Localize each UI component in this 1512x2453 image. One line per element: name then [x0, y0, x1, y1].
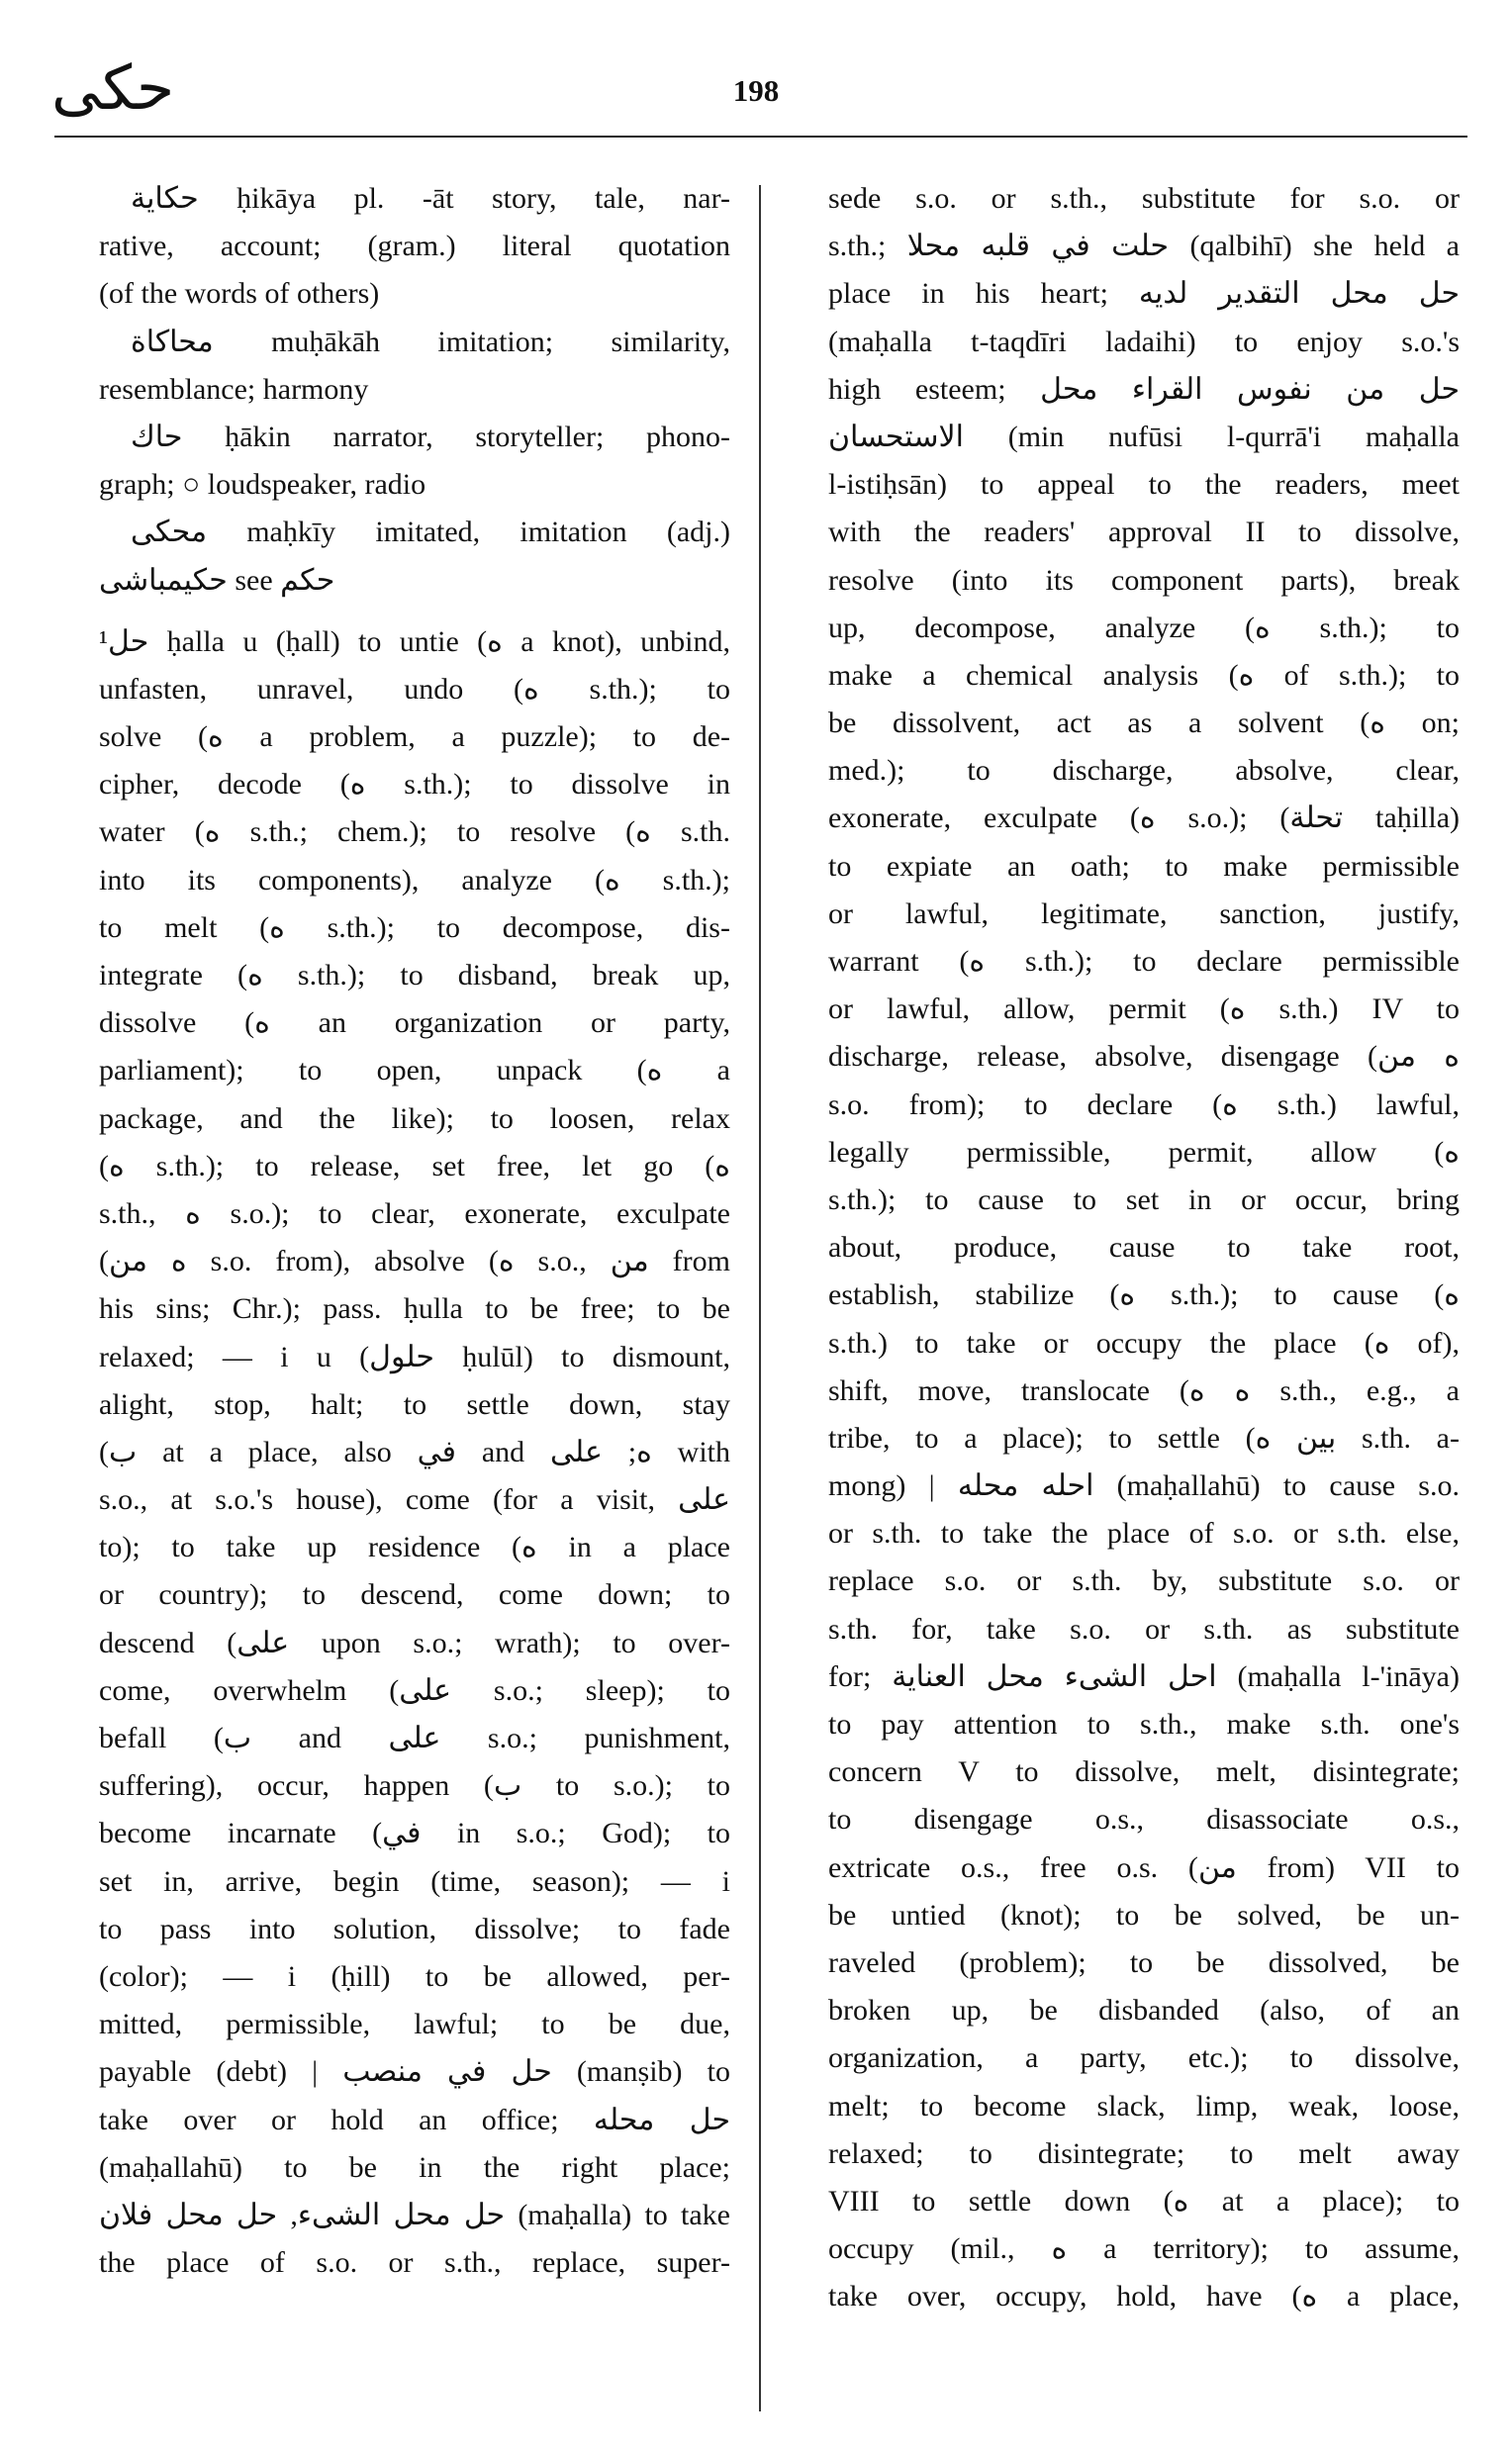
- dictionary-line: up, decompose, analyze (ه s.th.); to: [828, 611, 1460, 644]
- left-column: [99, 175, 730, 2287]
- dictionary-line: resemblance; harmony: [99, 372, 369, 406]
- dictionary-line: come, overwhelm (على s.o.; sleep); to: [99, 1673, 730, 1707]
- dictionary-line: shift, move, translocate (ه ه s.th., e.g., a: [828, 1373, 1460, 1407]
- dictionary-line: med.); to discharge, absolve, clear,: [828, 754, 1460, 788]
- dictionary-line: set in, arrive, begin (time, season); — i: [99, 1864, 730, 1898]
- header-rule: [54, 136, 1467, 138]
- dictionary-line: raveled (problem); to be dissolved, be: [828, 1945, 1460, 1979]
- dictionary-line: relaxed; — i u (حلول ḥulūl) to dismount,: [99, 1340, 730, 1373]
- dictionary-line: VIII to settle down (ه at a place); to: [828, 2184, 1460, 2217]
- dictionary-line: about, produce, cause to take root,: [828, 1231, 1460, 1265]
- dictionary-line: into its components), analyze (ه s.th.);: [99, 863, 730, 896]
- dictionary-line: (ه s.th.); to release, set free, let go (ه: [99, 1149, 730, 1182]
- dictionary-line: establish, stabilize (ه s.th.); to cause (ه: [828, 1278, 1461, 1312]
- guide-word: حكى: [51, 51, 175, 124]
- dictionary-line: s.th., ه s.o.); to clear, exonerate, exculpate: [99, 1196, 730, 1230]
- dictionary-line: mong) | احله محله (maḥallahū) to cause s.o.: [828, 1469, 1460, 1503]
- dictionary-line: place in his heart; حل محل التقدير لديه: [828, 277, 1461, 311]
- dictionary-line: unfasten, unravel, undo (ه s.th.); to: [99, 672, 731, 706]
- dictionary-line: (of the words of others): [99, 277, 380, 311]
- dictionary-line: suffering), occur, happen (ب to s.o.); to: [99, 1769, 730, 1803]
- dictionary-line: legally permissible, permit, allow (ه: [828, 1135, 1460, 1169]
- dictionary-line: to melt (ه s.th.); to decompose, dis-: [99, 910, 730, 944]
- dictionary-line: to expiate an oath; to make permissible: [828, 849, 1460, 883]
- dictionary-line: graph; ○ loudspeaker, radio: [99, 468, 426, 502]
- dictionary-line: الاستحسان (min nufūsi l-qurrā'i maḥalla: [828, 420, 1460, 453]
- dictionary-line: for; احل الشىء محل العناية (maḥalla l-'ināya): [828, 1659, 1460, 1693]
- dictionary-line: make a chemical analysis (ه of s.th.); to: [828, 658, 1460, 692]
- dictionary-line: dissolve (ه an organization or party,: [99, 1006, 730, 1040]
- dictionary-line: l-istiḥsān) to appeal to the readers, meet: [828, 468, 1460, 502]
- dictionary-line: to pay attention to s.th., make s.th. one's: [828, 1708, 1460, 1741]
- dictionary-line: محاكاة muḥākāh imitation; similarity,: [131, 325, 730, 358]
- dictionary-line: حكيمباشى see حكم: [99, 563, 335, 597]
- dictionary-line: parliament); to open, unpack (ه a: [99, 1054, 730, 1087]
- dictionary-line: tribe, to a place); to settle (بين ه s.th. a-: [828, 1421, 1460, 1455]
- dictionary-line: s.th. for, take s.o. or s.th. as substitute: [828, 1612, 1460, 1646]
- dictionary-line: (color); — i (ḥill) to be allowed, per-: [99, 1959, 730, 1993]
- dictionary-line: discharge, release, absolve, disengage (ه من: [828, 1040, 1460, 1074]
- dictionary-line: melt; to become slack, limp, weak, loose,: [828, 2089, 1460, 2123]
- dictionary-line: be dissolvent, act as a solvent (ه on;: [828, 707, 1460, 740]
- dictionary-line: s.th.; حلت في قلبه محلا (qalbihī) she held a: [828, 230, 1460, 263]
- dictionary-line: relaxed; to disintegrate; to melt away: [828, 2136, 1460, 2170]
- dictionary-line: (ه من s.o. from), absolve (ه s.o., من from: [99, 1245, 730, 1278]
- page-number: 198: [732, 73, 780, 108]
- dictionary-line: concern V to dissolve, melt, disintegrate;: [828, 1755, 1460, 1789]
- dictionary-line: befall (ب and على s.o.; punishment,: [99, 1722, 730, 1754]
- dictionary-line: محكى maḥkīy imitated, imitation (adj.): [131, 516, 730, 549]
- dictionary-line: become incarnate (في in s.o.; God); to: [99, 1817, 730, 1850]
- dictionary-line: broken up, be disbanded (also, of an: [828, 1994, 1460, 2028]
- dictionary-line: extricate o.s., free o.s. (من from) VII to: [828, 1850, 1460, 1884]
- column-divider: [759, 185, 761, 2411]
- dictionary-line: water (ه s.th.; chem.); to resolve (ه s.th.: [99, 815, 730, 849]
- dictionary-line: payable (debt) | حل في منصب (manṣib) to: [99, 2055, 730, 2089]
- dictionary-line: to); to take up residence (ه in a place: [99, 1531, 730, 1564]
- dictionary-line: with the readers' approval II to dissolve,: [828, 516, 1460, 549]
- dictionary-line: sede s.o. or s.th., substitute for s.o. or: [828, 182, 1460, 215]
- dictionary-line: rative, account; (gram.) literal quotation: [99, 230, 730, 263]
- dictionary-line: حكاية ḥikāya pl. -āt story, tale, nar-: [131, 182, 730, 215]
- dictionary-line: solve (ه a problem, a puzzle); to de-: [99, 720, 730, 754]
- dictionary-line: (ب at a place, also في and ه; على with: [99, 1435, 731, 1468]
- dictionary-line: organization, a party, etc.); to dissolve,: [828, 2041, 1460, 2075]
- dictionary-line: take over, occupy, hold, have (ه a place,: [828, 2280, 1460, 2313]
- dictionary-line: resolve (into its component parts), break: [828, 563, 1460, 597]
- dictionary-line: or lawful, allow, permit (ه s.th.) IV to: [828, 992, 1460, 1026]
- dictionary-line: (maḥallahū) to be in the right place;: [99, 2150, 730, 2184]
- dictionary-line: mitted, permissible, lawful; to be due,: [99, 2008, 730, 2041]
- dictionary-line: occupy (mil., ه a territory); to assume,: [828, 2232, 1460, 2266]
- right-column: [828, 175, 1460, 2320]
- dictionary-line: to disengage o.s., disassociate o.s.,: [828, 1803, 1460, 1837]
- dictionary-line: package, and the like); to loosen, relax: [99, 1101, 730, 1135]
- dictionary-line: be untied (knot); to be solved, be un-: [828, 1898, 1460, 1932]
- dictionary-line: to pass into solution, dissolve; to fade: [99, 1912, 730, 1945]
- dictionary-line: cipher, decode (ه s.th.); to dissolve in: [99, 768, 730, 802]
- dictionary-line: s.o. from); to declare (ه s.th.) lawful,: [828, 1087, 1460, 1121]
- dictionary-line: s.th.) to take or occupy the place (ه of),: [828, 1326, 1461, 1360]
- dictionary-line: or lawful, legitimate, sanction, justify,: [828, 896, 1460, 930]
- dictionary-line: descend (على upon s.o.; wrath); to over-: [99, 1626, 730, 1659]
- dictionary-line: exonerate, exculpate (ه s.o.); (تحلة taḥilla): [828, 802, 1460, 835]
- dictionary-line: take over or hold an office; حل محله: [99, 2103, 730, 2136]
- dictionary-line: the place of s.o. or s.th., replace, super-: [99, 2246, 730, 2280]
- dictionary-line: s.th.); to cause to set in or occur, bring: [828, 1182, 1460, 1216]
- dictionary-line: or country); to descend, come down; to: [99, 1578, 730, 1612]
- dictionary-line: his sins; Chr.); pass. ḥulla to be free; to be: [99, 1292, 730, 1326]
- dictionary-line: ¹حل ḥalla u (ḥall) to untie (ه a knot), unbind,: [99, 624, 731, 658]
- entry-spacer: [99, 605, 730, 618]
- dictionary-line: (maḥalla t-taqdīri ladaihi) to enjoy s.o.'s: [828, 325, 1460, 358]
- dictionary-line: high esteem; حل من نفوس القراء محل: [828, 372, 1460, 406]
- dictionary-line: or s.th. to take the place of s.o. or s.th. else,: [828, 1517, 1460, 1551]
- dictionary-line: حل محل الشىء, حل محل فلان (maḥalla) to take: [99, 2198, 730, 2231]
- dictionary-line: s.o., at s.o.'s house), come (for a visit, على: [99, 1483, 730, 1517]
- dictionary-line: warrant (ه s.th.); to declare permissible: [828, 945, 1460, 978]
- dictionary-line: حاك ḥākin narrator, storyteller; phono-: [131, 420, 730, 453]
- dictionary-line: replace s.o. or s.th. by, substitute s.o. or: [828, 1564, 1460, 1598]
- dictionary-line: integrate (ه s.th.); to disband, break up,: [99, 959, 730, 991]
- dictionary-line: alight, stop, halt; to settle down, stay: [99, 1387, 730, 1421]
